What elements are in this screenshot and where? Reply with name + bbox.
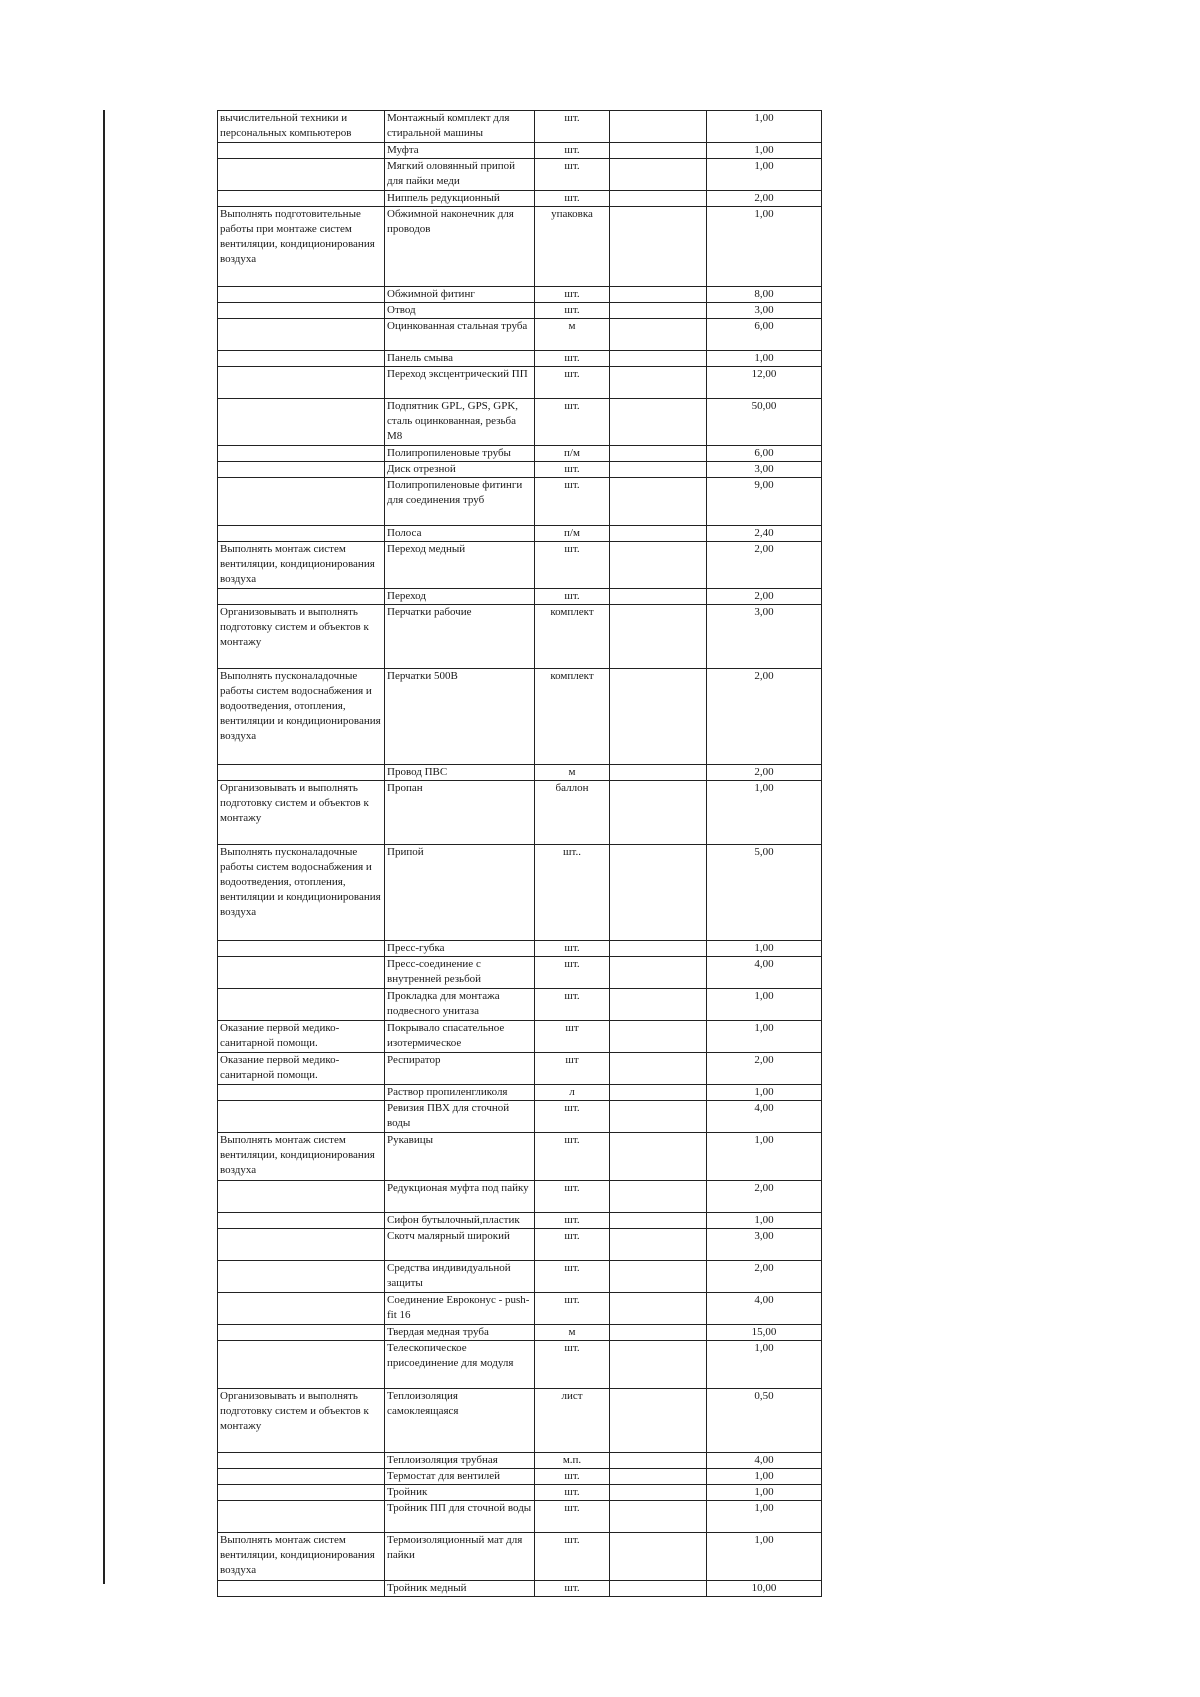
unit-cell: шт. xyxy=(535,1341,610,1389)
table-row xyxy=(218,542,822,589)
qty-cell: 1,00 xyxy=(707,1021,822,1053)
material-cell: Термоизоляционный мат для пайки xyxy=(385,1533,535,1581)
table-row xyxy=(218,1469,822,1485)
empty-cell xyxy=(610,159,707,191)
material-cell: Подпятник GPL, GPS, GPK, сталь оцинкованная, резьба M8 xyxy=(385,399,535,446)
activity-cell: Оказание первой медико-санитарной помощи. xyxy=(218,1021,385,1053)
activity-cell xyxy=(218,399,385,446)
empty-cell xyxy=(610,1261,707,1293)
table-row xyxy=(218,399,822,446)
table-row xyxy=(218,111,822,143)
table-row xyxy=(218,605,822,669)
unit-cell: шт. xyxy=(535,399,610,446)
material-cell: Пропан xyxy=(385,781,535,845)
activity-cell xyxy=(218,957,385,989)
activity-cell xyxy=(218,1261,385,1293)
table-row xyxy=(218,303,822,319)
table-row xyxy=(218,143,822,159)
empty-cell xyxy=(610,1213,707,1229)
activity-cell xyxy=(218,1501,385,1533)
unit-cell: м.п. xyxy=(535,1453,610,1469)
qty-cell: 1,00 xyxy=(707,781,822,845)
table-row xyxy=(218,1453,822,1469)
activity-cell xyxy=(218,1101,385,1133)
empty-cell xyxy=(610,191,707,207)
unit-cell: шт xyxy=(535,1021,610,1053)
empty-cell xyxy=(610,1325,707,1341)
material-cell: Телескопическое присоединение для модуля xyxy=(385,1341,535,1389)
activity-cell xyxy=(218,143,385,159)
materials-table xyxy=(217,110,822,1597)
material-cell: Панель смыва xyxy=(385,351,535,367)
unit-cell: шт. xyxy=(535,957,610,989)
material-cell: Средства индивидуальной защиты xyxy=(385,1261,535,1293)
unit-cell: п/м xyxy=(535,446,610,462)
activity-cell xyxy=(218,159,385,191)
material-cell: Соединение Евроконус - push-fit 16 xyxy=(385,1293,535,1325)
activity-cell xyxy=(218,478,385,526)
unit-cell: шт. xyxy=(535,989,610,1021)
activity-cell xyxy=(218,941,385,957)
activity-cell xyxy=(218,1453,385,1469)
table-row xyxy=(218,765,822,781)
table-row xyxy=(218,1341,822,1389)
material-cell: Диск отрезной xyxy=(385,462,535,478)
unit-cell: шт. xyxy=(535,1133,610,1181)
activity-cell xyxy=(218,1485,385,1501)
activity-cell xyxy=(218,1469,385,1485)
unit-cell: шт. xyxy=(535,1581,610,1597)
empty-cell xyxy=(610,1453,707,1469)
qty-cell: 6,00 xyxy=(707,446,822,462)
unit-cell: шт. xyxy=(535,191,610,207)
empty-cell xyxy=(610,1229,707,1261)
material-cell: Обжимной фитинг xyxy=(385,287,535,303)
qty-cell: 2,00 xyxy=(707,542,822,589)
unit-cell: шт. xyxy=(535,351,610,367)
unit-cell: шт. xyxy=(535,1229,610,1261)
table-row xyxy=(218,1021,822,1053)
activity-cell: Выполнять пусконаладочные работы систем водоснабжения и водоотведения, отопления, вентиляции и кондиционирования воздуха xyxy=(218,669,385,765)
unit-cell: п/м xyxy=(535,526,610,542)
activity-cell xyxy=(218,1213,385,1229)
unit-cell: л xyxy=(535,1085,610,1101)
material-cell: Тройник xyxy=(385,1485,535,1501)
unit-cell: шт. xyxy=(535,589,610,605)
activity-cell: Оказание первой медико-санитарной помощи. xyxy=(218,1053,385,1085)
empty-cell xyxy=(610,669,707,765)
empty-cell xyxy=(610,351,707,367)
unit-cell: шт. xyxy=(535,1501,610,1533)
material-cell: Сифон бутылочный,пластик xyxy=(385,1213,535,1229)
table-row xyxy=(218,159,822,191)
qty-cell: 3,00 xyxy=(707,605,822,669)
unit-cell: комплект xyxy=(535,669,610,765)
material-cell: Припой xyxy=(385,845,535,941)
table-row xyxy=(218,367,822,399)
empty-cell xyxy=(610,845,707,941)
empty-cell xyxy=(610,605,707,669)
empty-cell xyxy=(610,1133,707,1181)
qty-cell: 2,40 xyxy=(707,526,822,542)
material-cell: Ревизия ПВХ для сточной воды xyxy=(385,1101,535,1133)
activity-cell: Выполнять монтаж систем вентиляции, кондиционирования воздуха xyxy=(218,1533,385,1581)
material-cell: Теплоизоляция самоклеящаяся xyxy=(385,1389,535,1453)
empty-cell xyxy=(610,1389,707,1453)
activity-cell: Выполнять пусконаладочные работы систем водоснабжения и водоотведения, отопления, вентиляции и кондиционирования воздуха xyxy=(218,845,385,941)
qty-cell: 1,00 xyxy=(707,1501,822,1533)
activity-cell xyxy=(218,589,385,605)
qty-cell: 3,00 xyxy=(707,462,822,478)
material-cell: Рукавицы xyxy=(385,1133,535,1181)
table-row xyxy=(218,669,822,765)
table-row xyxy=(218,462,822,478)
empty-cell xyxy=(610,781,707,845)
qty-cell: 1,00 xyxy=(707,1485,822,1501)
empty-cell xyxy=(610,287,707,303)
table-row xyxy=(218,1501,822,1533)
empty-cell xyxy=(610,111,707,143)
material-cell: Отвод xyxy=(385,303,535,319)
qty-cell: 2,00 xyxy=(707,1181,822,1213)
qty-cell: 15,00 xyxy=(707,1325,822,1341)
activity-cell xyxy=(218,303,385,319)
material-cell: Респиратор xyxy=(385,1053,535,1085)
qty-cell: 2,00 xyxy=(707,191,822,207)
qty-cell: 1,00 xyxy=(707,159,822,191)
table-row xyxy=(218,1389,822,1453)
qty-cell: 1,00 xyxy=(707,1085,822,1101)
material-cell: Перчатки рабочие xyxy=(385,605,535,669)
activity-cell: Выполнять подготовительные работы при монтаже систем вентиляции, кондиционирования воздуха xyxy=(218,207,385,287)
table-row xyxy=(218,1101,822,1133)
empty-cell xyxy=(610,542,707,589)
empty-cell xyxy=(610,367,707,399)
activity-cell xyxy=(218,287,385,303)
material-cell: Муфта xyxy=(385,143,535,159)
empty-cell xyxy=(610,1101,707,1133)
activity-cell: Организовывать и выполнять подготовку систем и объектов к монтажу xyxy=(218,781,385,845)
unit-cell: шт. xyxy=(535,1533,610,1581)
qty-cell: 10,00 xyxy=(707,1581,822,1597)
activity-cell xyxy=(218,1293,385,1325)
activity-cell xyxy=(218,191,385,207)
table-row xyxy=(218,1229,822,1261)
activity-cell xyxy=(218,1341,385,1389)
empty-cell xyxy=(610,526,707,542)
activity-cell: Выполнять монтаж систем вентиляции, кондиционирования воздуха xyxy=(218,542,385,589)
material-cell: Скотч малярный широкий xyxy=(385,1229,535,1261)
empty-cell xyxy=(610,589,707,605)
activity-cell xyxy=(218,526,385,542)
empty-cell xyxy=(610,143,707,159)
material-cell: Термостат для вентилей xyxy=(385,1469,535,1485)
empty-cell xyxy=(610,941,707,957)
material-cell: Раствор пропиленгликоля xyxy=(385,1085,535,1101)
material-cell: Перчатки 500В xyxy=(385,669,535,765)
qty-cell: 2,00 xyxy=(707,1053,822,1085)
table-row xyxy=(218,446,822,462)
empty-cell xyxy=(610,303,707,319)
material-cell: Тройник медный xyxy=(385,1581,535,1597)
unit-cell: шт. xyxy=(535,1261,610,1293)
activity-cell xyxy=(218,351,385,367)
qty-cell: 4,00 xyxy=(707,957,822,989)
unit-cell: шт. xyxy=(535,287,610,303)
empty-cell xyxy=(610,765,707,781)
material-cell: Ниппель редукционный xyxy=(385,191,535,207)
activity-cell: вычислительной техники и персональных компьютеров xyxy=(218,111,385,143)
qty-cell: 4,00 xyxy=(707,1293,822,1325)
empty-cell xyxy=(610,446,707,462)
material-cell: Полипропиленовые фитинги для соединения труб xyxy=(385,478,535,526)
unit-cell: баллон xyxy=(535,781,610,845)
unit-cell: шт. xyxy=(535,542,610,589)
qty-cell: 1,00 xyxy=(707,207,822,287)
unit-cell: м xyxy=(535,765,610,781)
material-cell: Полипропиленовые трубы xyxy=(385,446,535,462)
material-cell: Твердая медная труба xyxy=(385,1325,535,1341)
qty-cell: 1,00 xyxy=(707,989,822,1021)
table-row xyxy=(218,1293,822,1325)
activity-cell: Выполнять монтаж систем вентиляции, кондиционирования воздуха xyxy=(218,1133,385,1181)
table-row xyxy=(218,1213,822,1229)
unit-cell: шт xyxy=(535,1053,610,1085)
unit-cell: шт.. xyxy=(535,845,610,941)
qty-cell: 2,00 xyxy=(707,1261,822,1293)
empty-cell xyxy=(610,957,707,989)
activity-cell xyxy=(218,367,385,399)
unit-cell: шт. xyxy=(535,478,610,526)
table-row xyxy=(218,351,822,367)
table-row xyxy=(218,191,822,207)
table-row xyxy=(218,1533,822,1581)
material-cell: Оцинкованная стальная труба xyxy=(385,319,535,351)
qty-cell: 9,00 xyxy=(707,478,822,526)
unit-cell: шт. xyxy=(535,462,610,478)
empty-cell xyxy=(610,1293,707,1325)
unit-cell: комплект xyxy=(535,605,610,669)
unit-cell: шт. xyxy=(535,1101,610,1133)
qty-cell: 5,00 xyxy=(707,845,822,941)
unit-cell: м xyxy=(535,1325,610,1341)
unit-cell: шт. xyxy=(535,1485,610,1501)
empty-cell xyxy=(610,1501,707,1533)
qty-cell: 50,00 xyxy=(707,399,822,446)
empty-cell xyxy=(610,1469,707,1485)
material-cell: Полоса xyxy=(385,526,535,542)
activity-cell xyxy=(218,1181,385,1213)
qty-cell: 2,00 xyxy=(707,765,822,781)
material-cell: Мягкий оловянный припой для пайки меди xyxy=(385,159,535,191)
table-row xyxy=(218,207,822,287)
empty-cell xyxy=(610,1581,707,1597)
table-row xyxy=(218,319,822,351)
material-cell: Монтажный комплект для стиральной машины xyxy=(385,111,535,143)
table-row xyxy=(218,941,822,957)
table-row xyxy=(218,1485,822,1501)
material-cell: Теплоизоляция трубная xyxy=(385,1453,535,1469)
empty-cell xyxy=(610,1485,707,1501)
activity-cell xyxy=(218,462,385,478)
unit-cell: шт. xyxy=(535,367,610,399)
table-row xyxy=(218,1325,822,1341)
table-row xyxy=(218,1085,822,1101)
qty-cell: 8,00 xyxy=(707,287,822,303)
material-cell: Прокладка для монтажа подвесного унитаза xyxy=(385,989,535,1021)
unit-cell: м xyxy=(535,319,610,351)
qty-cell: 12,00 xyxy=(707,367,822,399)
qty-cell: 4,00 xyxy=(707,1453,822,1469)
table-row xyxy=(218,1581,822,1597)
table-row xyxy=(218,781,822,845)
empty-cell xyxy=(610,1021,707,1053)
empty-cell xyxy=(610,399,707,446)
empty-cell xyxy=(610,1533,707,1581)
material-cell: Редукционая муфта под пайку xyxy=(385,1181,535,1213)
table-row xyxy=(218,526,822,542)
table-row xyxy=(218,1261,822,1293)
qty-cell: 1,00 xyxy=(707,1533,822,1581)
qty-cell: 0,50 xyxy=(707,1389,822,1453)
unit-cell: шт. xyxy=(535,1293,610,1325)
qty-cell: 1,00 xyxy=(707,1469,822,1485)
table-row xyxy=(218,1181,822,1213)
material-cell: Обжимной наконечник для проводов xyxy=(385,207,535,287)
activity-cell xyxy=(218,765,385,781)
unit-cell: упаковка xyxy=(535,207,610,287)
material-cell: Пресс-губка xyxy=(385,941,535,957)
unit-cell: шт. xyxy=(535,1181,610,1213)
qty-cell: 6,00 xyxy=(707,319,822,351)
table-row xyxy=(218,478,822,526)
qty-cell: 4,00 xyxy=(707,1101,822,1133)
activity-cell: Организовывать и выполнять подготовку систем и объектов к монтажу xyxy=(218,1389,385,1453)
empty-cell xyxy=(610,1085,707,1101)
empty-cell xyxy=(610,478,707,526)
activity-cell xyxy=(218,1229,385,1261)
qty-cell: 2,00 xyxy=(707,669,822,765)
qty-cell: 1,00 xyxy=(707,143,822,159)
unit-cell: шт. xyxy=(535,303,610,319)
empty-cell xyxy=(610,1181,707,1213)
unit-cell: лист xyxy=(535,1389,610,1453)
empty-cell xyxy=(610,1341,707,1389)
activity-cell xyxy=(218,1581,385,1597)
empty-cell xyxy=(610,319,707,351)
table-row xyxy=(218,957,822,989)
material-cell: Провод ПВС xyxy=(385,765,535,781)
qty-cell: 1,00 xyxy=(707,351,822,367)
qty-cell: 2,00 xyxy=(707,589,822,605)
activity-cell xyxy=(218,319,385,351)
material-cell: Переход эксцентрический ПП xyxy=(385,367,535,399)
unit-cell: шт. xyxy=(535,111,610,143)
table-row xyxy=(218,989,822,1021)
empty-cell xyxy=(610,462,707,478)
table-row xyxy=(218,589,822,605)
activity-cell xyxy=(218,1325,385,1341)
unit-cell: шт. xyxy=(535,1469,610,1485)
activity-cell xyxy=(218,989,385,1021)
unit-cell: шт. xyxy=(535,143,610,159)
page-margin-line xyxy=(103,110,105,1584)
table-row xyxy=(218,1133,822,1181)
activity-cell xyxy=(218,446,385,462)
qty-cell: 1,00 xyxy=(707,1213,822,1229)
table-row xyxy=(218,845,822,941)
material-cell: Переход xyxy=(385,589,535,605)
table-row xyxy=(218,1053,822,1085)
material-cell: Пресс-соединение с внутренней резьбой xyxy=(385,957,535,989)
empty-cell xyxy=(610,989,707,1021)
unit-cell: шт. xyxy=(535,159,610,191)
material-cell: Покрывало спасательное изотермическое xyxy=(385,1021,535,1053)
qty-cell: 1,00 xyxy=(707,111,822,143)
material-cell: Переход медный xyxy=(385,542,535,589)
qty-cell: 1,00 xyxy=(707,941,822,957)
empty-cell xyxy=(610,207,707,287)
qty-cell: 1,00 xyxy=(707,1133,822,1181)
activity-cell: Организовывать и выполнять подготовку систем и объектов к монтажу xyxy=(218,605,385,669)
unit-cell: шт. xyxy=(535,941,610,957)
material-cell: Тройник ПП для сточной воды xyxy=(385,1501,535,1533)
qty-cell: 1,00 xyxy=(707,1341,822,1389)
qty-cell: 3,00 xyxy=(707,303,822,319)
activity-cell xyxy=(218,1085,385,1101)
qty-cell: 3,00 xyxy=(707,1229,822,1261)
empty-cell xyxy=(610,1053,707,1085)
unit-cell: шт. xyxy=(535,1213,610,1229)
table-row xyxy=(218,287,822,303)
